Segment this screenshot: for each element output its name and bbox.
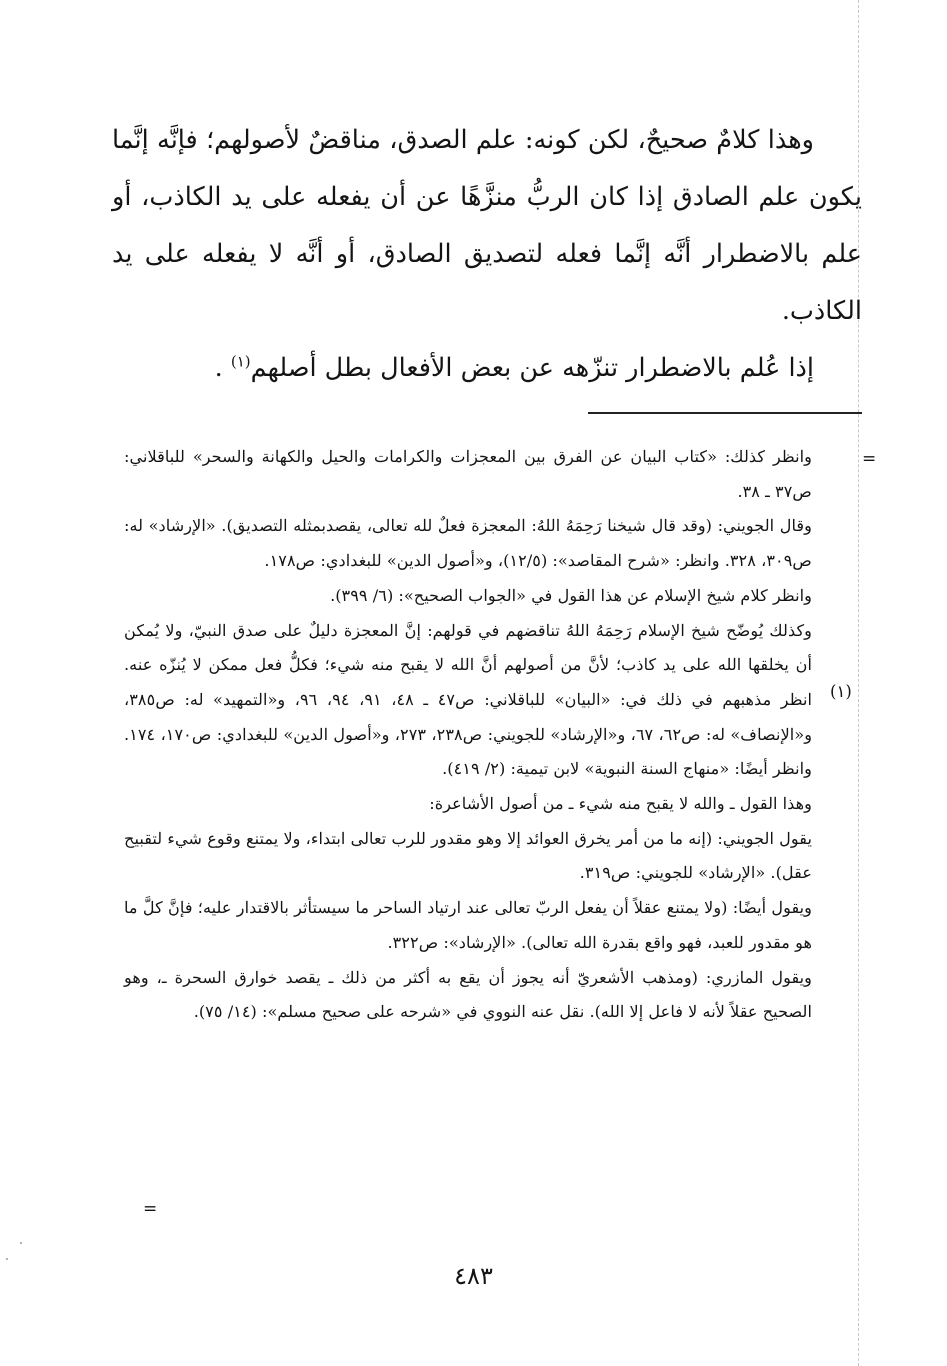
footnote-paragraph: ويقول أيضًا: (ولا يمتنع عقلاً أن يفعل الربّ تعالى عند ارتياد الساحر ما سيستأثر بالاقتدار عليه؛ فإنَّ كلَّ ما هو مقدور للعبد، فهو واقع بقدرة الله تعالى). «الإرشاد»: ص٣٢٢. bbox=[124, 898, 812, 952]
scan-speck bbox=[20, 1242, 22, 1244]
main-paragraph-end: . bbox=[214, 353, 223, 383]
footnote-continuation-mark: = bbox=[862, 449, 877, 469]
footnote-paragraph: ويقول المازري: (ومذهب الأشعريّ أنه يجوز أن يقع به أكثر من ذلك ـ يقصد خوارق السحرة ـ، وهو الصحيح عقلاً لأنه لا فاعل إلا الله). نقل عنه النووي في «شرحه على صحيح مسلم»: (١٤/ ٧٥). bbox=[124, 967, 812, 1022]
footnote-separator bbox=[588, 412, 862, 414]
page-number: ٤٨٣ bbox=[454, 1262, 493, 1290]
main-text bbox=[112, 112, 862, 397]
footnote-paragraph: وهذا القول ـ والله لا يقبح منه شيء ـ من أصول الأشاعرة: bbox=[429, 794, 812, 814]
footnote-paragraph: وقال الجويني: (وقد قال شيخنا رَحِمَهُ اللهُ: المعجزة فعلٌ لله تعالى، يقصدبمثله التصديق). «الإرشاد» له: ص٣٠٩، ٣٢٨. وانظر: «شرح المقاصد»: (١٢/٥)، و«أصول الدين» للبغدادي: ص١٧٨. bbox=[124, 516, 812, 571]
scan-speck bbox=[6, 1258, 8, 1260]
footnote-paragraph: يقول الجويني: (إنه ما من أمر يخرق العوائد إلا وهو مقدور للرب تعالى ابتداء، ولا يمتنع وقوع شيء لتقبيح عقل). «الإرشاد» للجويني: ص٣١٩. bbox=[124, 828, 812, 883]
footnote-paragraph: وكذلك يُوضّح شيخ الإسلام رَحِمَهُ اللهُ تناقضهم في قولهم: إنَّ المعجزة دليلٌ على صدق النبيّ، ولا يُمكن أن يخلقها الله على يد كاذب؛ لأنَّ من أصولهم أنَّ الله لا يقبح منه شيء؛ فكلُّ فعل ممكن لا يُنزّه عنه. انظر مذهبهم في ذلك في: «البيان» للباقلاني: ص٤٧ ـ ٤٨، ٩١، ٩٤، ٩٦، و«التمهيد» له: ص٣٨٥، و«الإنصاف» له: ص٦٢، ٦٧، و«الإرشاد» للجويني: ص٢٣٨، ٢٧٣، و«أصول الدين» للبغدادي: ص١٧٠، ١٧٤. وانظر أيضًا: «منهاج السنة النبوية» لابن تيمية: (٢/ ٤١٩). bbox=[124, 620, 813, 779]
footnote-paragraph: وانظر كذلك: «كتاب البيان عن الفرق بين المعجزات والكرامات والحيل والكهانة والسحر» للباقلاني: ص٣٧ ـ ٣٨. bbox=[124, 447, 812, 501]
main-paragraph-2 bbox=[112, 340, 862, 397]
main-paragraph-text: إذا عُلم بالاضطرار تنزّهه عن بعض الأفعال بطل أصلهم bbox=[250, 353, 814, 383]
main-paragraph: وهذا كلامٌ صحيحٌ، لكن كونه: علم الصدق، مناقضٌ لأصولهم؛ فإنَّه إنَّما يكون علم الصادق إذا كان الربُّ منزَّهًا عن أن يفعله على يد الكاذب، أو علم بالاضطرار أنَّه إنَّما فعله لتصديق الصادق، أو أنَّه لا يفعله على يد الكاذب. bbox=[112, 125, 862, 326]
footnotes bbox=[124, 440, 812, 1030]
footnote-continues-mark: = bbox=[143, 1199, 158, 1219]
footnote-reference: (١) bbox=[230, 352, 251, 371]
footnote-paragraph: وانظر كلام شيخ الإسلام عن هذا القول في «الجواب الصحيح»: (٦/ ٣٩٩). bbox=[330, 585, 812, 605]
footnote-number: (١) bbox=[830, 682, 852, 701]
